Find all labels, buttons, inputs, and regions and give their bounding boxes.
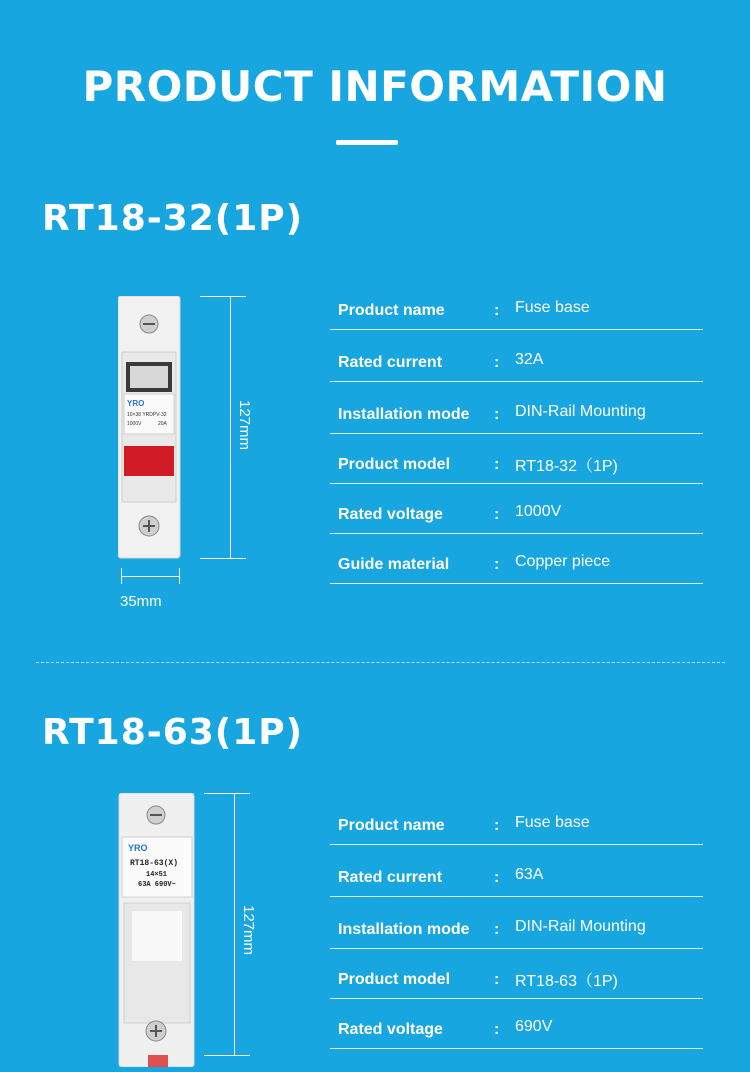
product-1-width-label: 35mm [120,593,162,610]
spec-colon: : [494,817,500,834]
spec-value: Fuse base [515,299,590,316]
spec-colon: : [494,506,500,523]
title-underline [336,140,398,145]
spec-colon: : [494,869,500,886]
spec-row [330,532,703,584]
spec-label: Rated current [338,869,443,886]
spec-label: Installation mode [338,921,470,938]
spec-colon: : [494,456,500,473]
product-1-image [118,296,182,560]
spec-row [330,278,703,330]
spec-row [330,382,703,434]
product-2-device-label-line1: RT18-63(X) [130,859,179,868]
product-1-device-label-line3: 20A [158,421,167,427]
product-1-device-brand: YRO [127,399,145,408]
spec-label: Guide material [338,556,450,573]
height-dimension-tick-top [200,296,246,297]
spec-row [330,997,703,1049]
spec-value: 1000V [515,503,562,520]
spec-colon: : [494,971,500,988]
spec-row [330,432,703,484]
spec-colon: : [494,556,500,573]
spec-label: Product model [338,971,451,988]
spec-value: 32A [515,351,544,368]
width-dimension-line [121,576,179,577]
product-2-height-label: 127mm [240,905,257,956]
spec-row [330,482,703,534]
spec-label: Product name [338,817,445,834]
product-1-device-label-line2: 1000V [127,421,142,427]
height-dimension-line [234,793,235,1055]
spec-row-divider [330,583,703,584]
spec-row-divider [330,1048,703,1049]
spec-value: Copper piece [515,553,611,570]
spec-label: Rated voltage [338,1021,443,1038]
spec-colon: : [494,921,500,938]
product-1-title: RT18-32(1P) [42,198,304,239]
page-title: PRODUCT INFORMATION [82,62,668,111]
spec-row [330,947,703,999]
height-dimension-tick-bottom [204,1055,250,1056]
spec-value: 690V [515,1018,553,1035]
product-2-device-label-line2: 14×51 [146,871,168,879]
spec-row [330,897,703,949]
spec-value: DIN-Rail Mounting [515,403,646,420]
product-2-title: RT18-63(1P) [42,712,304,753]
spec-label: Rated current [338,354,443,371]
width-dimension-tick-left [121,568,122,584]
spec-row [330,330,703,382]
spec-label: Product model [338,456,451,473]
spec-colon: : [494,354,500,371]
spec-colon: : [494,302,500,319]
height-dimension-tick-top [204,793,250,794]
spec-colon: : [494,1021,500,1038]
section-divider [36,662,725,663]
spec-value: RT18-63（1P) [515,973,618,990]
width-dimension-tick-right [179,568,180,584]
spec-colon: : [494,406,500,423]
spec-value: DIN-Rail Mounting [515,918,646,935]
spec-label: Rated voltage [338,506,443,523]
spec-value: 63A [515,866,544,883]
product-1-height-label: 127mm [236,400,253,451]
spec-value: RT18-32（1P) [515,458,618,475]
height-dimension-tick-bottom [200,558,246,559]
spec-row [330,793,703,845]
product-2-device-brand: YRO [128,843,148,853]
product-1-device-label-line1: 10×38 YRDPV-32 [127,412,167,418]
product-2-image [118,793,196,1067]
spec-label: Product name [338,302,445,319]
height-dimension-line [230,296,231,558]
spec-value: Fuse base [515,814,590,831]
spec-label: Installation mode [338,406,470,423]
spec-row [330,845,703,897]
product-2-device-label-line3: 63A 690V~ [138,881,176,889]
